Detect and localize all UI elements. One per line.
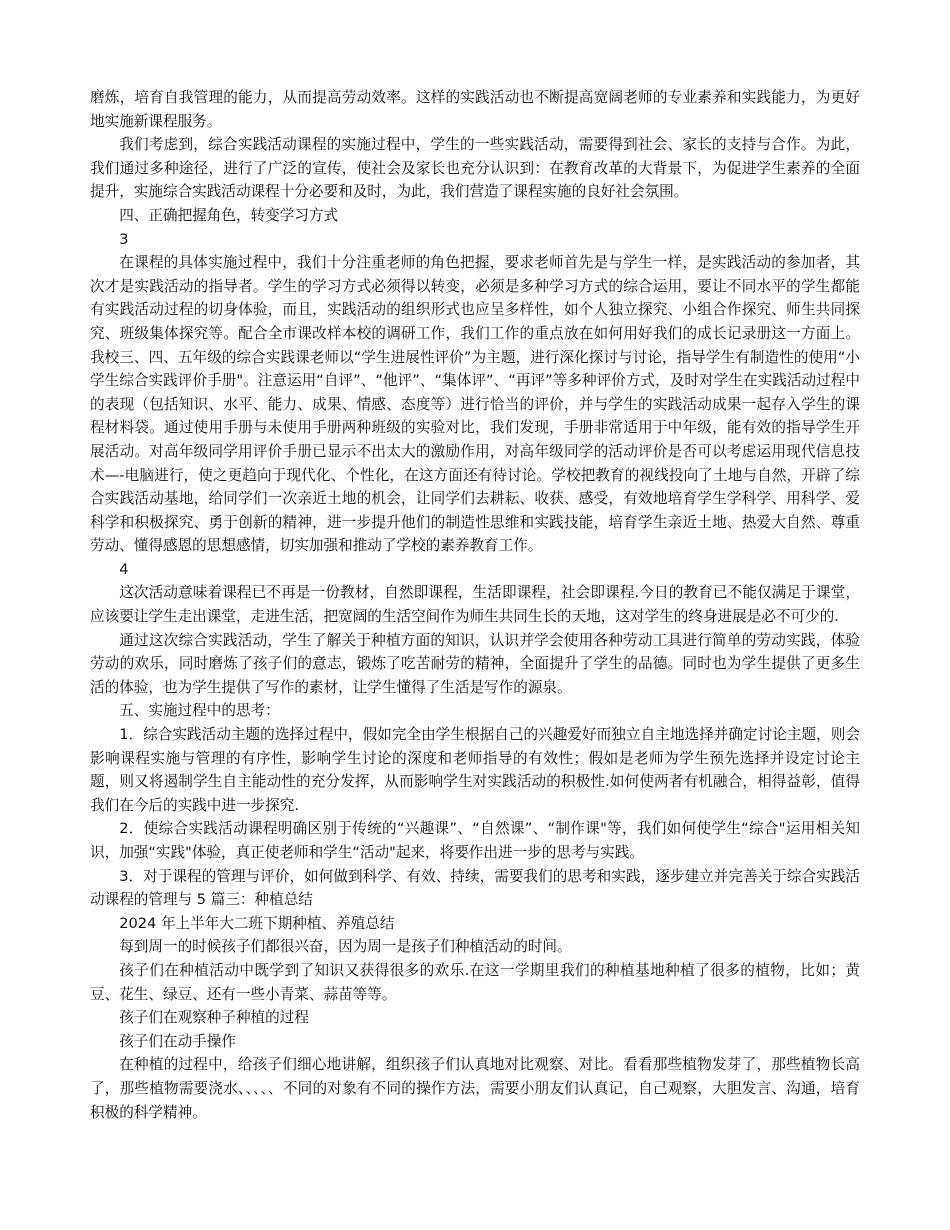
- paragraph-6: 每到周一的时候孩子们都很兴奋，因为周一是孩子们种植活动的时间。: [119, 938, 572, 956]
- paragraph-1: 磨炼，培育自我管理的能力，从而提高劳动效率。这样的实践活动也不断提高宽阔老师的专业素养和实践能力，为更好地实施新课程服务。: [90, 89, 860, 130]
- paragraph-7: 孩子们在种植活动中既学到了知识又获得很多的欢乐.在这一学期里我们的种植基地种植了很多的植物，比如；黄豆、花生、绿豆、还有一些小青菜、蒜苗等等。: [90, 961, 860, 1003]
- paragraph-5: 通过这次综合实践活动，学生了解关于种植方面的知识，认识并学会使用各种劳动工具进行简单的劳动实践，体验劳动的欢乐，同时磨炼了孩子们的意志，锻炼了吃苦耐劳的精神，全面提升了学生的品德。同时也为学生提供了更多生活的体验，也为学生提供了写作的素材，让学生懂得了生活是写作的源泉。: [90, 631, 860, 696]
- paragraph-3: 在课程的具体实施过程中，我们十分注重老师的角色把握，要求老师首先是与学生一样，是实践活动的参加者，其次才是实践活动的指导者。学生的学习方式必须得以转变，必须是多种学习方式的综合运用，要让不同水平的学生都能有实践活动过程的切身体验，而且，实践活动的组织形式也应呈多样性，如个人独立探究、小组合作探究、师生共同探究、班级集体探究等。配合全市课改样本校的调研工作，我们工作的重点放在如何用好我们的成长记录册这一方面上。我校三、四、五年级的综合实践课老师以“学生进展性评价”为主题，进行深化探讨与讨论，指导学生有制造性的使用“小学生综合实践评价手册"。注意运用“自评”、“他评”、“集体评”、“再评”等多种评价方式，及时对学生在实践活动过程中的表现（包括知识、水平、能力、成果、情感、态度等）进行恰当的评价，并与学生的实践活动成果一起存入学生的课程材料袋。通过使用手册与未使用手册两种班级的实验对比，我们发现，手册非常适用于中年级，能有效的指导学生开展活动。对高年级同学用评价手册已显示不出太大的激励作用，对高年级同学的活动评价是否可以考虑运用现代信息技术—-电脑进行，使之更趋向于现代化、个性化，在这方面还有待讨论。学校把教育的视线投向了土地与自然，开辟了综合实践活动基地，给同学们一次亲近土地的机会，让同学们去耕耘、收获、感受，有效地培育学生学科学、用科学、爱科学和积极探究、勇于创新的精神，进一步提升他们的制造性思维和实践技能，培育学生亲近土地、热爱大自然、尊重劳动、懂得感恩的思想感情，切实加强和推动了学校的素养教育工作。: [90, 254, 860, 555]
- paragraph-8: 在种植的过程中，给孩子们细心地讲解，组织孩子们认真地对比观察、对比。看看那些植物发芽了，那些植物长高了，那些植物需要浇水、、、、、不同的对象有不同的操作方法，需要小朋友们认真记，自己观察，大胆发言、沟通，培育积极的科学精神。: [90, 1056, 860, 1121]
- section-heading-4: 四、正确把握角色，转变学习方式: [119, 206, 339, 224]
- caption-observe: 孩子们在观察种子种植的过程: [119, 1009, 309, 1027]
- caption-hands-on: 孩子们在动手操作: [119, 1032, 236, 1050]
- paragraph-4: 这次活动意味着课程已不再是一份教材，自然即课程，生活即课程，社会即课程.今日的教育已不能仅满足于课堂，应该要让学生走出课堂，走进生活，把宽阔的生活空间作为师生共同生长的天地，这对学生的终身进展是必不可少的.: [90, 584, 860, 626]
- section-heading-5: 五、实施过程中的思考：: [119, 702, 280, 720]
- paragraph-2: 我们考虑到，综合实践活动课程的实施过程中，学生的一些实践活动，需要得到社会、家长的支持与合作。为此，我们通过多种途径，进行了广泛的宣传，使社会及家长也充分认识到：在教育改革的大背景下，为促进学生素养的全面提升，实施综合实践活动课程十分必要和及时，为此，我们营造了课程实施的良好社会氛围。: [90, 136, 860, 201]
- reflection-item-3: 3．对于课程的管理与评价，如何做到科学、有效、持续，需要我们的思考和实践，逐步建立并完善关于综合实践活动课程的管理与 5 篇三：种植总结: [90, 867, 860, 909]
- reflection-item-2: 2．使综合实践活动课程明确区别于传统的“兴趣课”、“自然课”、“制作课"等，我们如何使学生“综合"运用相关知识，加强“实践"体验，真正使老师和学生“活动"起来，将要作出进一步的思考与实践。: [90, 820, 860, 861]
- page-marker-3: 3: [119, 230, 129, 248]
- page-marker-4: 4: [119, 560, 129, 578]
- summary-title: 2024 年上半年大二班下期种植、养殖总结: [119, 914, 395, 932]
- reflection-item-1: 1．综合实践活动主题的选择过程中，假如完全由学生根据自己的兴趣爱好而独立自主地选择并确定讨论主题，则会影响课程实施与管理的有序性，影响学生讨论的深度和老师指导的有效性；假如是老师为学生预先选择并设定讨论主题，则又将遏制学生自主能动性的充分发挥，从而影响学生对实践活动的积极性.如何使两者有机融合，相得益彰，值得我们在今后的实践中进一步探究.: [90, 726, 860, 814]
